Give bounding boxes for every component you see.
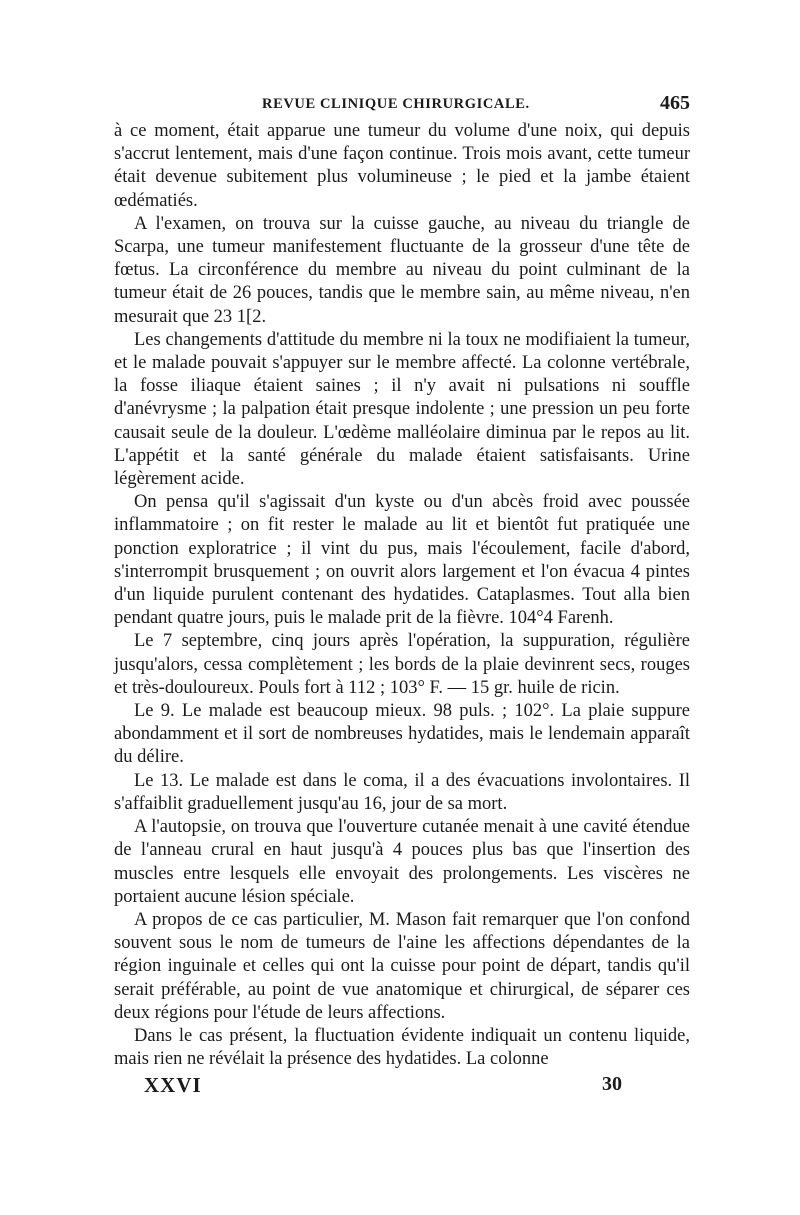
page-number: 465 bbox=[660, 92, 690, 114]
running-header bbox=[114, 92, 690, 118]
paragraph-puncture: On pensa qu'il s'agissait d'un kyste ou d'un abcès froid avec poussée inflammatoire ; on fit rester le malade au lit et bientôt fut pratiquée une ponction exploratrice ; il vint du pus, mais l'écoulement, facile d'abord, s'interrompit brusquement ; on ouvrit alors largement et l'on évacua 4 pintes d'un liquide purulent contenant des hydatides. Cataplasmes. Tout alla bien pendant quatre jours, puis le malade prit de la fièvre. 104°4 Farenh. bbox=[114, 492, 690, 629]
page-footer bbox=[114, 1073, 690, 1103]
paragraph-day-13: Le 13. Le malade est dans le coma, il a des évacuations involontaires. Il s'affaiblit graduellement jusqu'au 16, jour de sa mort. bbox=[114, 770, 690, 814]
paragraph-examination: A l'examen, on trouva sur la cuisse gauche, au niveau du triangle de Scarpa, une tumeur manifestement fluctuante de la grosseur d'une tête de fœtus. La circonférence du membre au niveau du point culminant de la tumeur était de 26 pouces, tandis que le membre sain, au même niveau, n'en mesurait que 23 1[2. bbox=[114, 213, 690, 327]
paragraph-september-7: Le 7 septembre, cinq jours après l'opération, la suppuration, régulière jusqu'alors, cessa complètement ; les bords de la plaie devinrent secs, rouges et très-douloureux. Pouls fort à 112 ; 103° F. — 15 gr. huile de ricin. bbox=[114, 631, 690, 698]
sheet-number: 30 bbox=[602, 1073, 622, 1096]
paragraph-continuation: à ce moment, était apparue une tumeur du volume d'une noix, qui depuis s'accrut lentement, mais d'une façon continue. Trois mois avant, cette tumeur était devenue subitement plus volumineuse ; le pied et la jambe étaient œdématiés. bbox=[114, 121, 690, 211]
paragraph-present-case: Dans le cas présent, la fluctuation évidente indiquait un contenu liquide, mais rien ne révélait la présence des hydatides. La colonne bbox=[114, 1025, 690, 1070]
journal-page bbox=[114, 92, 690, 1103]
paragraph-day-9: Le 9. Le malade est beaucoup mieux. 98 puls. ; 102°. La plaie suppure abondamment et il sort de nombreuses hydatides, mais le lendemain apparaît du délire. bbox=[114, 701, 690, 768]
paragraph-mason-remark: A propos de ce cas particulier, M. Mason fait remarquer que l'on confond souvent sous le nom de tumeurs de l'aine les affections dépendantes de la région inguinale et celles qui ont la cuisse pour point de départ, tandis qu'il serait préférable, au point de vue anatomique et chirurgical, de séparer ces deux régions pour l'étude de leurs affections. bbox=[114, 909, 690, 1023]
running-title: REVUE CLINIQUE CHIRURGICALE. bbox=[262, 96, 530, 112]
article-body bbox=[114, 120, 690, 1071]
paragraph-attitude-changes: Les changements d'attitude du membre ni la toux ne modifiaient la tumeur, et le malade pouvait s'appuyer sur le membre affecté. La colonne vertébrale, la fosse iliaque étaient saines ; il n'y avait ni pulsations ni souffle d'anévrysme ; la palpation était presque indolente ; une pression un peu forte causait seule de la douleur. L'œdème malléolaire diminua par le repos au lit. L'appétit et la santé générale du malade étaient satisfaisants. Urine légèrement acide. bbox=[114, 329, 690, 490]
signature-mark: XXVI bbox=[144, 1073, 202, 1098]
paragraph-autopsy: A l'autopsie, on trouva que l'ouverture cutanée menait à une cavité étendue de l'anneau crural en haut jusqu'à 4 pouces plus bas que l'insertion des muscles entre lesquels elle envoyait des prolongements. Les viscères ne portaient aucune lésion spéciale. bbox=[114, 817, 690, 907]
